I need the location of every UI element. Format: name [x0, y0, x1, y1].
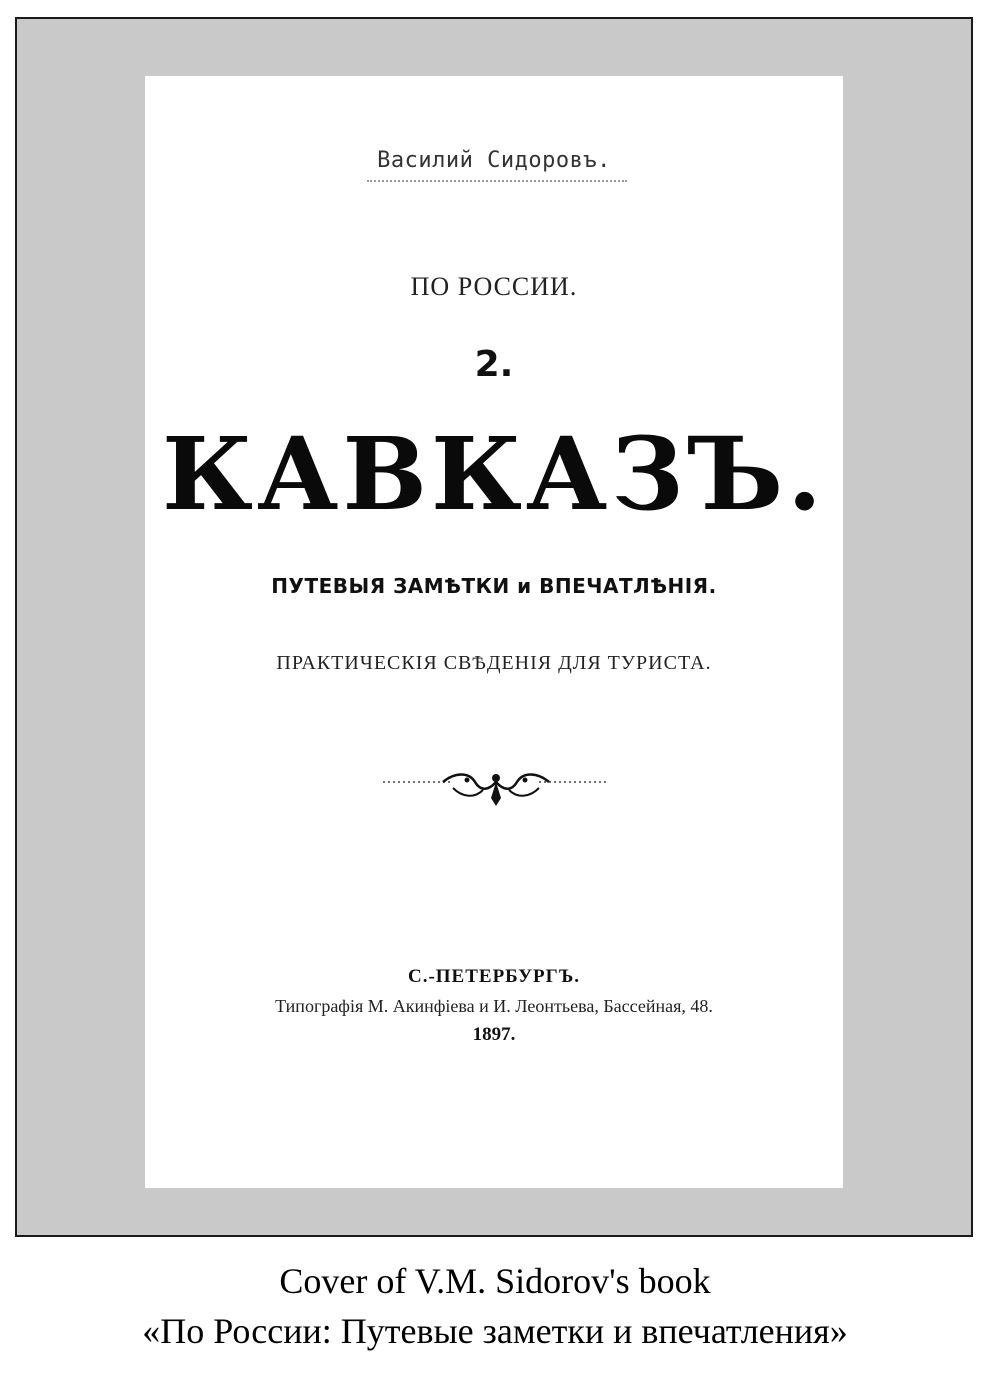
- author-name: Василий Сидоровъ.: [377, 148, 611, 173]
- cover-frame: [15, 17, 973, 1237]
- caption-line-2: «По России: Путевые заметки и впечатления»: [142, 1311, 848, 1351]
- book-subtitle-secondary: ПРАКТИЧЕСКІЯ СВѢДЕНІЯ ДЛЯ ТУРИСТА.: [276, 652, 712, 674]
- image-caption: [0, 1256, 990, 1356]
- publication-city: С.-ПЕТЕРБУРГЪ.: [407, 966, 581, 987]
- author-divider: [367, 180, 627, 182]
- printer-imprint: Типографія М. Акинфіева и И. Леонтьева, Бассейная, 48.: [275, 996, 713, 1016]
- book-title: КАВКАЗЪ.: [162, 415, 826, 533]
- publication-year: 1897.: [472, 1024, 516, 1045]
- title-page: [145, 76, 843, 1188]
- series-title: ПО РОССИИ.: [410, 272, 578, 301]
- floral-ornament-icon: [383, 764, 609, 812]
- caption-line-1: Cover of V.M. Sidorov's book: [279, 1261, 711, 1301]
- volume-number: 2.: [474, 344, 514, 385]
- book-subtitle: ПУТЕВЫЯ ЗАМѢТКИ и ВПЕЧАТЛѢНІЯ.: [271, 574, 717, 598]
